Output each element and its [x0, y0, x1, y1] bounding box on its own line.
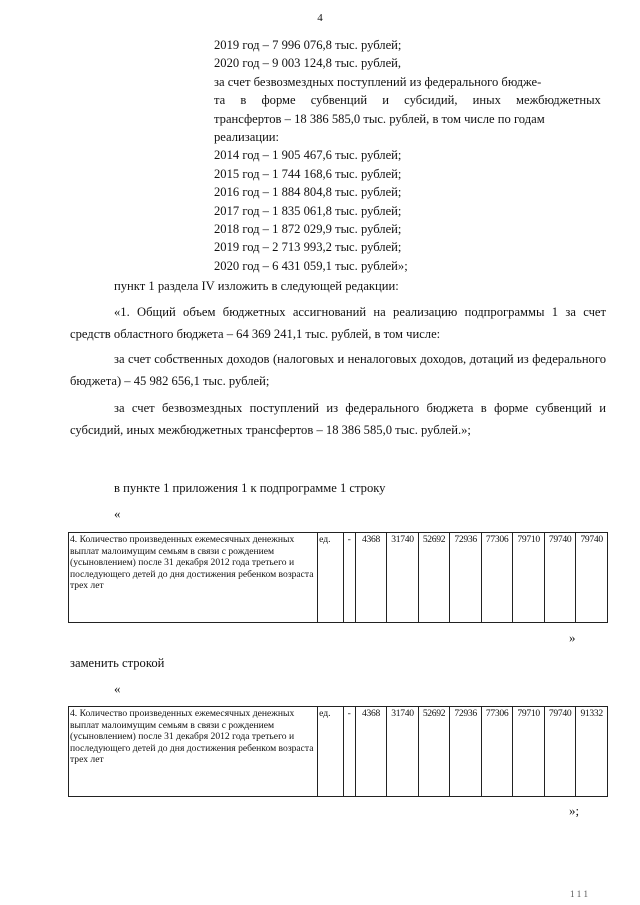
table-new-row [68, 706, 608, 797]
text-line: 2016 год – 1 884 804,8 тыс. рублей; [214, 185, 402, 200]
value-cell: 79740 [576, 533, 608, 623]
table-row [69, 533, 608, 623]
text-line: 2018 год – 1 872 029,9 тыс. рублей; [214, 222, 402, 237]
value-cell: 72936 [450, 707, 482, 797]
base-value-cell: - [343, 533, 355, 623]
value-cell: 31740 [387, 707, 419, 797]
paragraph-appendix: в пункте 1 приложения 1 к подпрограмме 1 строку [114, 481, 386, 495]
indicator-description: 4. Количество произведенных ежемесячных денежных выплат малоимущим семьям в связи с рождением (усыновлением) после 31 декабря 2012 года третьего и последующего детей до дня достижения ребенком возраста трех лет [69, 707, 318, 797]
value-cell: 79710 [513, 707, 545, 797]
value-cell: 77306 [481, 707, 513, 797]
paragraph-federal-transfers: за счет безвозмездных поступлений из федерального бюджета в форме субвенций и субсидий, иных межбюджетных трансфертов – 18 386 585,0 тыс. рублей.»; [70, 401, 606, 437]
value-cell: 31740 [387, 533, 419, 623]
page-number: 4 [317, 12, 323, 24]
value-cell: 79740 [544, 707, 576, 797]
value-cell: 91332 [576, 707, 608, 797]
unit-cell: ед. [318, 533, 343, 623]
value-cell: 4368 [355, 707, 387, 797]
footer-mark: 1 1 1 [570, 889, 588, 899]
text-line: за счет безвозмездных поступлений из федерального бюдже- [214, 74, 542, 89]
close-quote-end: »; [569, 803, 580, 818]
text-line: та в форме субвенций и субсидий, иных межбюджетных [214, 93, 601, 108]
close-quote: » [569, 630, 576, 645]
text-line: 2014 год – 1 905 467,6 тыс. рублей; [214, 148, 402, 163]
value-cell: 52692 [418, 533, 450, 623]
table-old-row [68, 532, 608, 623]
text-line: 2015 год – 1 744 168,6 тыс. рублей; [214, 166, 402, 181]
value-cell: 72936 [450, 533, 482, 623]
table-row [69, 707, 608, 797]
text-line: 2020 год – 9 003 124,8 тыс. рублей, [214, 56, 402, 71]
indicator-description: 4. Количество произведенных ежемесячных денежных выплат малоимущим семьям в связи с рождением (усыновлением) после 31 декабря 2012 года третьего и последующего детей до дня достижения ребенком возраста трех лет [69, 533, 318, 623]
paragraph-punkt1: пункт 1 раздела IV изложить в следующей редакции: [114, 279, 399, 293]
value-cell: 52692 [418, 707, 450, 797]
funding-by-year-block [214, 36, 604, 275]
open-quote: « [114, 681, 121, 696]
paragraph-own-revenue: за счет собственных доходов (налоговых и неналоговых доходов, дотаций из федерального бюджета) – 45 982 656,1 тыс. рублей; [70, 352, 606, 388]
text-line: реализации: [214, 130, 280, 145]
text-line: трансфертов – 18 386 585,0 тыс. рублей, в том числе по годам [214, 111, 545, 126]
value-cell: 4368 [355, 533, 387, 623]
text-line: 2019 год – 7 996 076,8 тыс. рублей; [214, 38, 402, 52]
text-line: 2020 год – 6 431 059,1 тыс. рублей»; [214, 258, 408, 273]
paragraph-replace: заменить строкой [70, 656, 165, 670]
base-value-cell: - [343, 707, 355, 797]
text-line: 2017 год – 1 835 061,8 тыс. рублей; [214, 203, 402, 218]
text-line: 2019 год – 2 713 993,2 тыс. рублей; [214, 240, 402, 255]
open-quote: « [114, 506, 121, 521]
unit-cell: ед. [318, 707, 343, 797]
paragraph-total-volume: «1. Общий объем бюджетных ассигнований на реализацию подпрограммы 1 за счет средств областного бюджета – 64 369 241,1 тыс. рублей, в том числе: [70, 305, 606, 341]
value-cell: 79740 [544, 533, 576, 623]
value-cell: 77306 [481, 533, 513, 623]
value-cell: 79710 [513, 533, 545, 623]
